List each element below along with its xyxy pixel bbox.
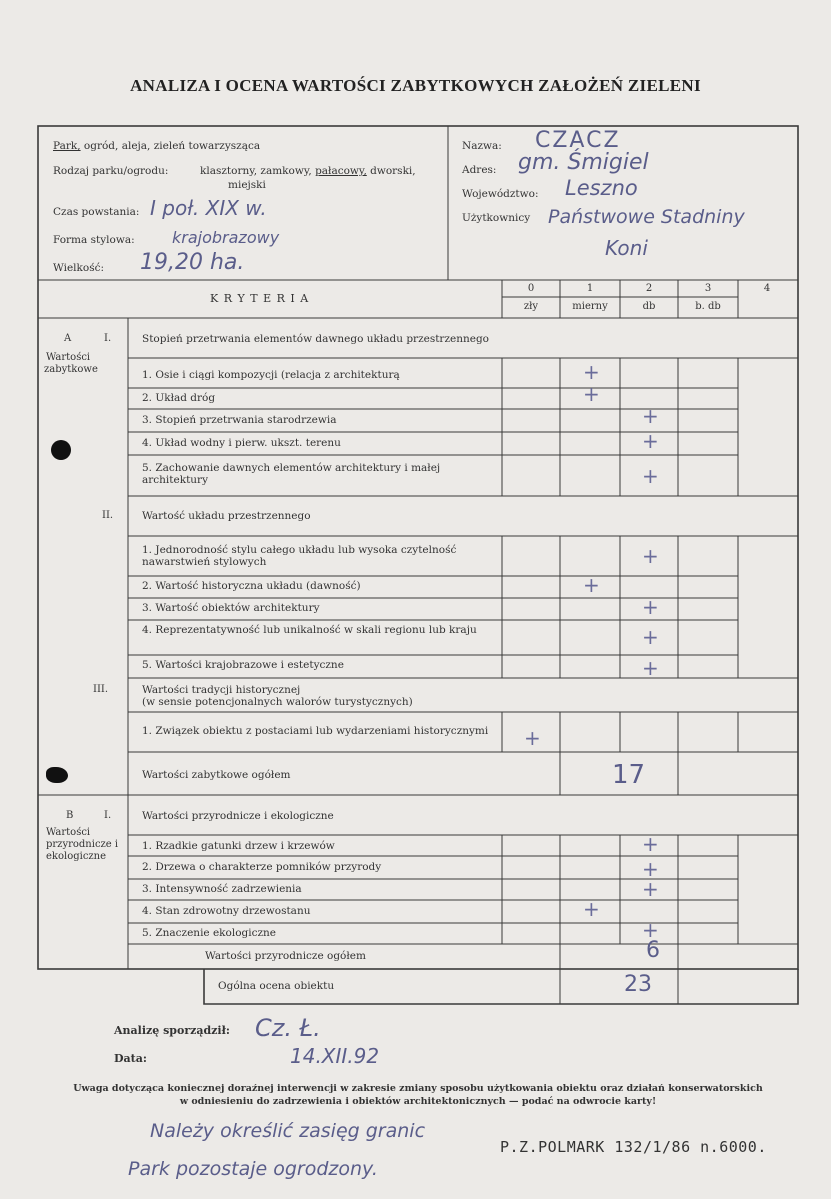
- scale-number: 2: [645, 283, 653, 294]
- section-b-side-1: Wartości: [46, 827, 91, 838]
- criterion-label: 5. Zachowanie dawnych elementów architektury i małej architektury: [142, 462, 441, 486]
- punch-hole: [46, 767, 68, 783]
- rating-mark: +: [642, 404, 659, 428]
- rating-mark: +: [642, 544, 659, 568]
- data-value: 14.XII.92: [290, 1044, 380, 1068]
- section-b-roman: I.: [104, 810, 112, 821]
- section-a-letter: A: [64, 333, 72, 344]
- criterion-label: 2. Drzewa o charakterze pomników przyrody: [142, 861, 382, 873]
- czas-label: Czas powstania:: [53, 206, 140, 218]
- section-b-title: Wartości przyrodnicze i ekologiczne: [142, 810, 334, 822]
- scale-number: 3: [704, 283, 712, 294]
- attention-note-line2: w odniesieniu do zadrzewienia i obiektów architektonicznych — podać na odwrocie karty!: [179, 1096, 657, 1107]
- rating-mark: +: [642, 656, 659, 680]
- criterion-label: 4. Stan zdrowotny drzewostanu: [142, 905, 311, 917]
- rating-mark: +: [642, 625, 659, 649]
- criterion-label: 5. Znaczenie ekologiczne: [142, 927, 277, 939]
- rating-mark: +: [642, 595, 659, 619]
- scale-number: 1: [586, 283, 594, 294]
- attention-note-line1: Uwaga dotycząca koniecznej doraźnej interwencji w zakresie zmiany sposobu użytkowania obiektu oraz działań konserwatorskich: [73, 1083, 763, 1094]
- nazwa-value: CZACZ: [535, 128, 621, 153]
- analize-label: Analizę sporządził:: [114, 1024, 230, 1037]
- scale-word: zły: [523, 301, 539, 312]
- criterion-label: 4. Reprezentatywność lub unikalność w skali regionu lub kraju: [142, 624, 477, 636]
- rodzaj-options-2: miejski: [228, 179, 266, 191]
- section-b-side-3: ekologiczne: [46, 851, 107, 862]
- rating-mark: +: [642, 918, 659, 942]
- park-types-line: Park, ogród, aleja, zieleń towarzysząca: [53, 140, 261, 152]
- wojewodztwo-value: Leszno: [565, 176, 638, 200]
- punch-hole: [51, 440, 71, 460]
- document-title: ANALIZA I OCENA WARTOŚCI ZABYTKOWYCH ZAŁOŻEŃ ZIELENI: [130, 76, 701, 95]
- adres-value: gm. Śmigiel: [518, 150, 649, 175]
- section-a-total-label: Wartości zabytkowe ogółem: [142, 769, 291, 781]
- rating-mark: +: [642, 857, 659, 881]
- group3-roman: III.: [93, 684, 109, 695]
- scale-number: 0: [527, 283, 535, 294]
- rodzaj-label: Rodzaj parku/ogrodu:: [53, 165, 169, 177]
- scale-word: mierny: [572, 301, 608, 312]
- criterion-label: 2. Wartość historyczna układu (dawność): [142, 580, 361, 592]
- nazwa-label: Nazwa:: [462, 140, 502, 152]
- rating-mark: +: [642, 877, 659, 901]
- rating-mark: +: [583, 360, 600, 384]
- forma-label: Forma stylowa:: [53, 234, 135, 246]
- uzytkownicy-label: Użytkownicy: [462, 212, 531, 224]
- ogolna-value: 23: [624, 972, 652, 997]
- criterion-label: 3. Intensywność zadrzewienia: [142, 883, 302, 895]
- adres-label: Adres:: [462, 164, 497, 176]
- uzytkownicy-value-2: Koni: [605, 236, 648, 260]
- forma-value: krajobrazowy: [172, 228, 280, 247]
- rating-mark: +: [642, 429, 659, 453]
- scale-word: b. db: [695, 301, 721, 312]
- criterion-label: 3. Stopień przetrwania starodrzewia: [142, 414, 337, 426]
- group2-roman: II.: [102, 510, 114, 521]
- section-a-total-value: 17: [612, 760, 646, 790]
- criterion-label: 1. Osie i ciągi kompozycji (relacja z architekturą: [142, 369, 400, 381]
- handwritten-note-1: Należy określić zasięg granic: [150, 1120, 426, 1142]
- wielkosc-label: Wielkość:: [53, 262, 105, 274]
- printer-imprint: P.Z.POLMARK 132/1/86 n.6000.: [500, 1138, 767, 1156]
- rating-mark: +: [583, 382, 600, 406]
- analize-signature: Cz. Ł.: [255, 1014, 321, 1042]
- rodzaj-options: klasztorny, zamkowy, pałacowy, dworski,: [200, 165, 416, 177]
- section-a-side-2: zabytkowe: [44, 364, 98, 375]
- criterion-label: 1. Jednorodność stylu całego układu lub wysoka czytelność nawarstwień stylowych: [142, 544, 457, 568]
- criterion-label: 4. Układ wodny i pierw. ukszt. terenu: [142, 437, 341, 449]
- group3-title-2: (w sensie potencjonalnych walorów turystycznych): [142, 696, 413, 708]
- section-b-letter: B: [66, 810, 74, 821]
- park-underlined: Park,: [53, 140, 81, 152]
- section-a-side-1: Wartości: [46, 352, 91, 363]
- rating-mark: +: [524, 726, 541, 750]
- section-a-roman: I.: [104, 333, 112, 344]
- criterion-label: 5. Wartości krajobrazowe i estetyczne: [142, 659, 344, 671]
- criterion-label: 1. Związek obiektu z postaciami lub wydarzeniami historycznymi: [142, 725, 489, 737]
- attention-note: [38, 1082, 798, 1108]
- rating-mark: +: [642, 464, 659, 488]
- section-b-total-label: Wartości przyrodnicze ogółem: [205, 950, 366, 962]
- section-b-side-2: przyrodnicze i: [46, 839, 119, 850]
- section-b-total-value: 6: [646, 938, 660, 963]
- criterion-label: 3. Wartość obiektów architektury: [142, 602, 320, 614]
- uzytkownicy-value-1: Państwowe Stadniny: [548, 206, 745, 228]
- handwritten-note-2: Park pozostaje ogrodzony.: [128, 1158, 378, 1180]
- group1-title: Stopień przetrwania elementów dawnego układu przestrzennego: [142, 333, 489, 345]
- rating-mark: +: [642, 832, 659, 856]
- czas-value: I poł. XIX w.: [150, 196, 267, 220]
- ogolna-label: Ogólna ocena obiektu: [218, 980, 335, 992]
- rating-mark: +: [583, 897, 600, 921]
- wojewodztwo-label: Województwo:: [462, 188, 539, 200]
- group2-title: Wartość układu przestrzennego: [142, 510, 311, 522]
- wielkosc-value: 19,20 ha.: [140, 250, 245, 275]
- data-label: Data:: [114, 1052, 147, 1065]
- scale-word: db: [642, 301, 656, 312]
- group3-title-1: Wartości tradycji historycznej: [142, 684, 301, 696]
- criterion-label: 2. Układ dróg: [142, 392, 216, 404]
- rating-mark: +: [583, 573, 600, 597]
- kryteria-label: K R Y T E R I A: [210, 292, 310, 305]
- scale-number: 4: [763, 283, 771, 294]
- criterion-label: 1. Rzadkie gatunki drzew i krzewów: [142, 840, 335, 852]
